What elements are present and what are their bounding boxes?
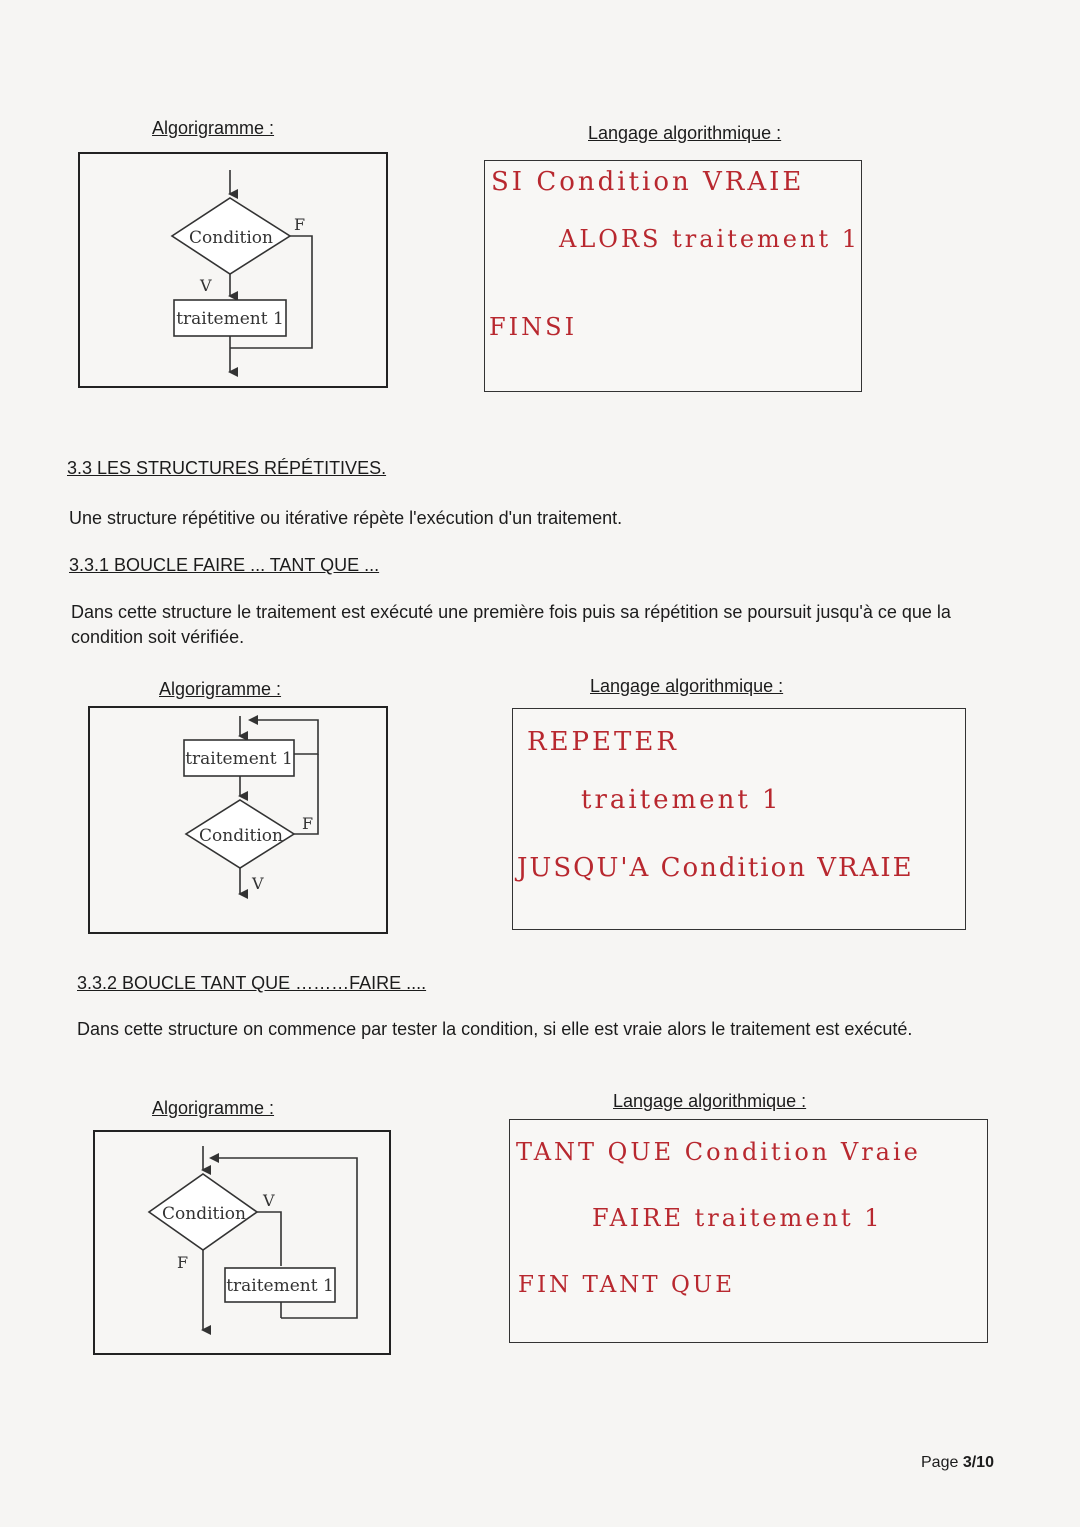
langage-label-3: Langage algorithmique : [613,1091,807,1111]
section-description-3-3-2: Dans cette structure on commence par tester la condition, si elle est vraie alors le traitement est exécuté. [77,1019,913,1039]
process-text: traitement 1 [226,1276,334,1296]
flowchart-repeat-svg [90,708,386,932]
flowchart-while [93,1130,391,1355]
condition-text: Condition [199,826,283,846]
code-box-if [484,160,862,392]
false-label: F [294,215,306,234]
true-label: V [200,276,212,295]
code-box-repeat [512,708,966,930]
flowchart-repeat [88,706,388,934]
section-description-3-3-1: Dans cette structure le traitement est exécuté une première fois puis sa répétition se poursuit jusqu'à ce que la condition soit vérifiée. [71,602,951,647]
section-heading-3-3: 3.3 LES STRUCTURES RÉPÉTITIVES. [67,458,387,478]
code-line-faire: FAIRE traitement 1 [592,1204,883,1232]
langage-label-2: Langage algorithmique : [590,676,784,696]
true-path [257,1212,281,1266]
code-line-tant-que: TANT QUE Condition Vraie [516,1138,921,1166]
flowchart-if [78,152,388,388]
code-line-finsi: FINSI [489,313,578,341]
process-text: traitement 1 [185,749,293,769]
false-label: F [177,1253,189,1272]
condition-text: Condition [189,228,273,248]
algorigramme-label-1: Algorigramme : [152,118,275,138]
false-label: F [302,814,314,833]
algorigramme-label-3: Algorigramme : [152,1098,275,1118]
code-line-jusqua: JUSQU'A Condition VRAIE [517,853,914,883]
true-label: V [263,1191,275,1210]
code-box-while [509,1119,988,1343]
code-line-alors: ALORS traitement 1 [559,225,860,253]
condition-text: Condition [162,1204,246,1224]
code-line-fin-tant-que: FIN TANT QUE [518,1272,735,1298]
algorigramme-label-2: Algorigramme : [159,679,282,699]
section-intro-3-3: Une structure répétitive ou itérative répète l'exécution d'un traitement. [69,508,623,528]
page-prefix: Page [921,1454,959,1471]
code-line-repeter: REPETER [527,727,679,757]
page-number-value: 3/10 [962,1454,994,1471]
page-number [921,1454,994,1472]
section-heading-3-3-2: 3.3.2 BOUCLE TANT QUE ………FAIRE .... [77,973,427,993]
true-label: V [252,874,264,893]
code-line-traitement: traitement 1 [581,785,782,815]
code-line-si: SI Condition VRAIE [491,167,805,197]
section-heading-3-3-1: 3.3.1 BOUCLE FAIRE ... TANT QUE ... [69,555,380,575]
process-text: traitement 1 [176,309,284,329]
flowchart-while-svg [95,1132,389,1353]
flowchart-if-svg [80,154,386,386]
langage-label-1: Langage algorithmique : [588,123,782,143]
